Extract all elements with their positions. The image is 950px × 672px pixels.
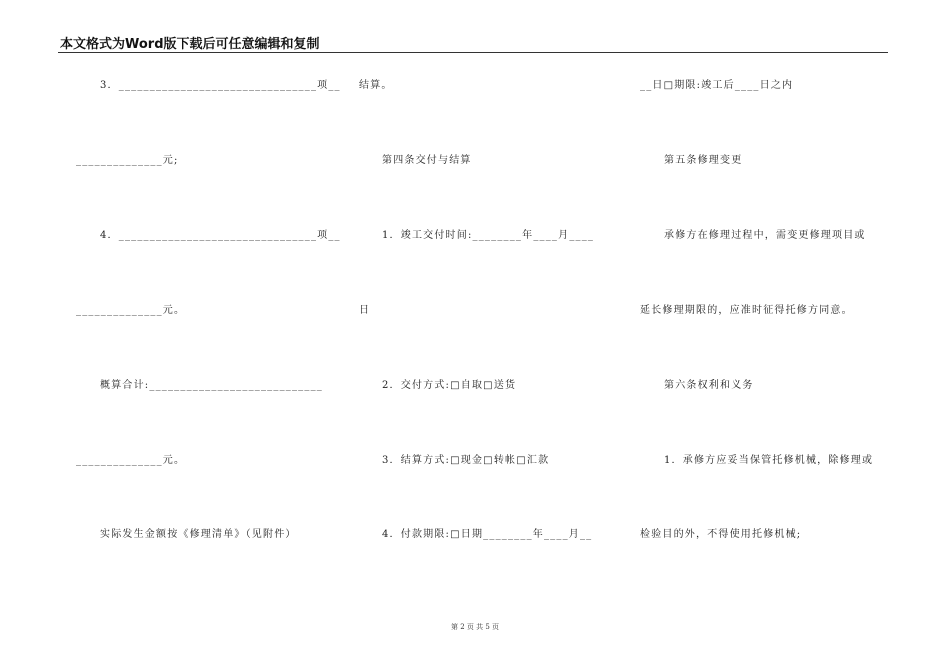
col1-line-6: ______________元。 [76, 455, 186, 466]
col2-line-1: 结算。 [359, 80, 393, 91]
col3-line-7: 检验目的外，不得使用托修机械; [640, 529, 802, 540]
col2-line-4: 日 [359, 305, 371, 316]
col1-line-5: 概算合计:____________________________ [100, 380, 323, 391]
col2-line-7: 4．付款期限:□日期________年____月__ [382, 529, 593, 540]
col1-line-4: ______________元。 [76, 305, 186, 316]
col2-line-2: 第四条交付与结算 [382, 155, 472, 166]
col1-line-1: 3．________________________________项__ [100, 80, 341, 91]
header-divider [58, 52, 888, 53]
col1-line-2: ______________元; [76, 155, 179, 166]
col2-line-3: 1．竣工交付时间:________年____月____ [382, 230, 595, 241]
col1-line-3: 4．________________________________项__ [100, 230, 341, 241]
col1-line-7: 实际发生金额按《修理清单》（见附件） [100, 529, 297, 540]
col3-line-3: 承修方在修理过程中，需变更修理项目或 [664, 230, 866, 241]
col2-line-5: 2．交付方式:□自取□送货 [382, 380, 517, 391]
col2-line-6: 3．结算方式:□现金□转帐□汇款 [382, 455, 550, 466]
col3-line-6: 1．承修方应妥当保管托修机械，除修理或 [664, 455, 874, 466]
col3-line-2: 第五条修理变更 [664, 155, 743, 166]
col3-line-5: 第六条权利和义务 [664, 380, 754, 391]
col3-line-4: 延长修理期限的，应准时征得托修方同意。 [640, 305, 853, 316]
page-header-title: 本文格式为Word版下载后可任意编辑和复制 [60, 37, 320, 52]
col3-line-1: __日□期限:竣工后____日之内 [640, 80, 794, 91]
page-number: 第 2 页 共 5 页 [450, 623, 500, 631]
